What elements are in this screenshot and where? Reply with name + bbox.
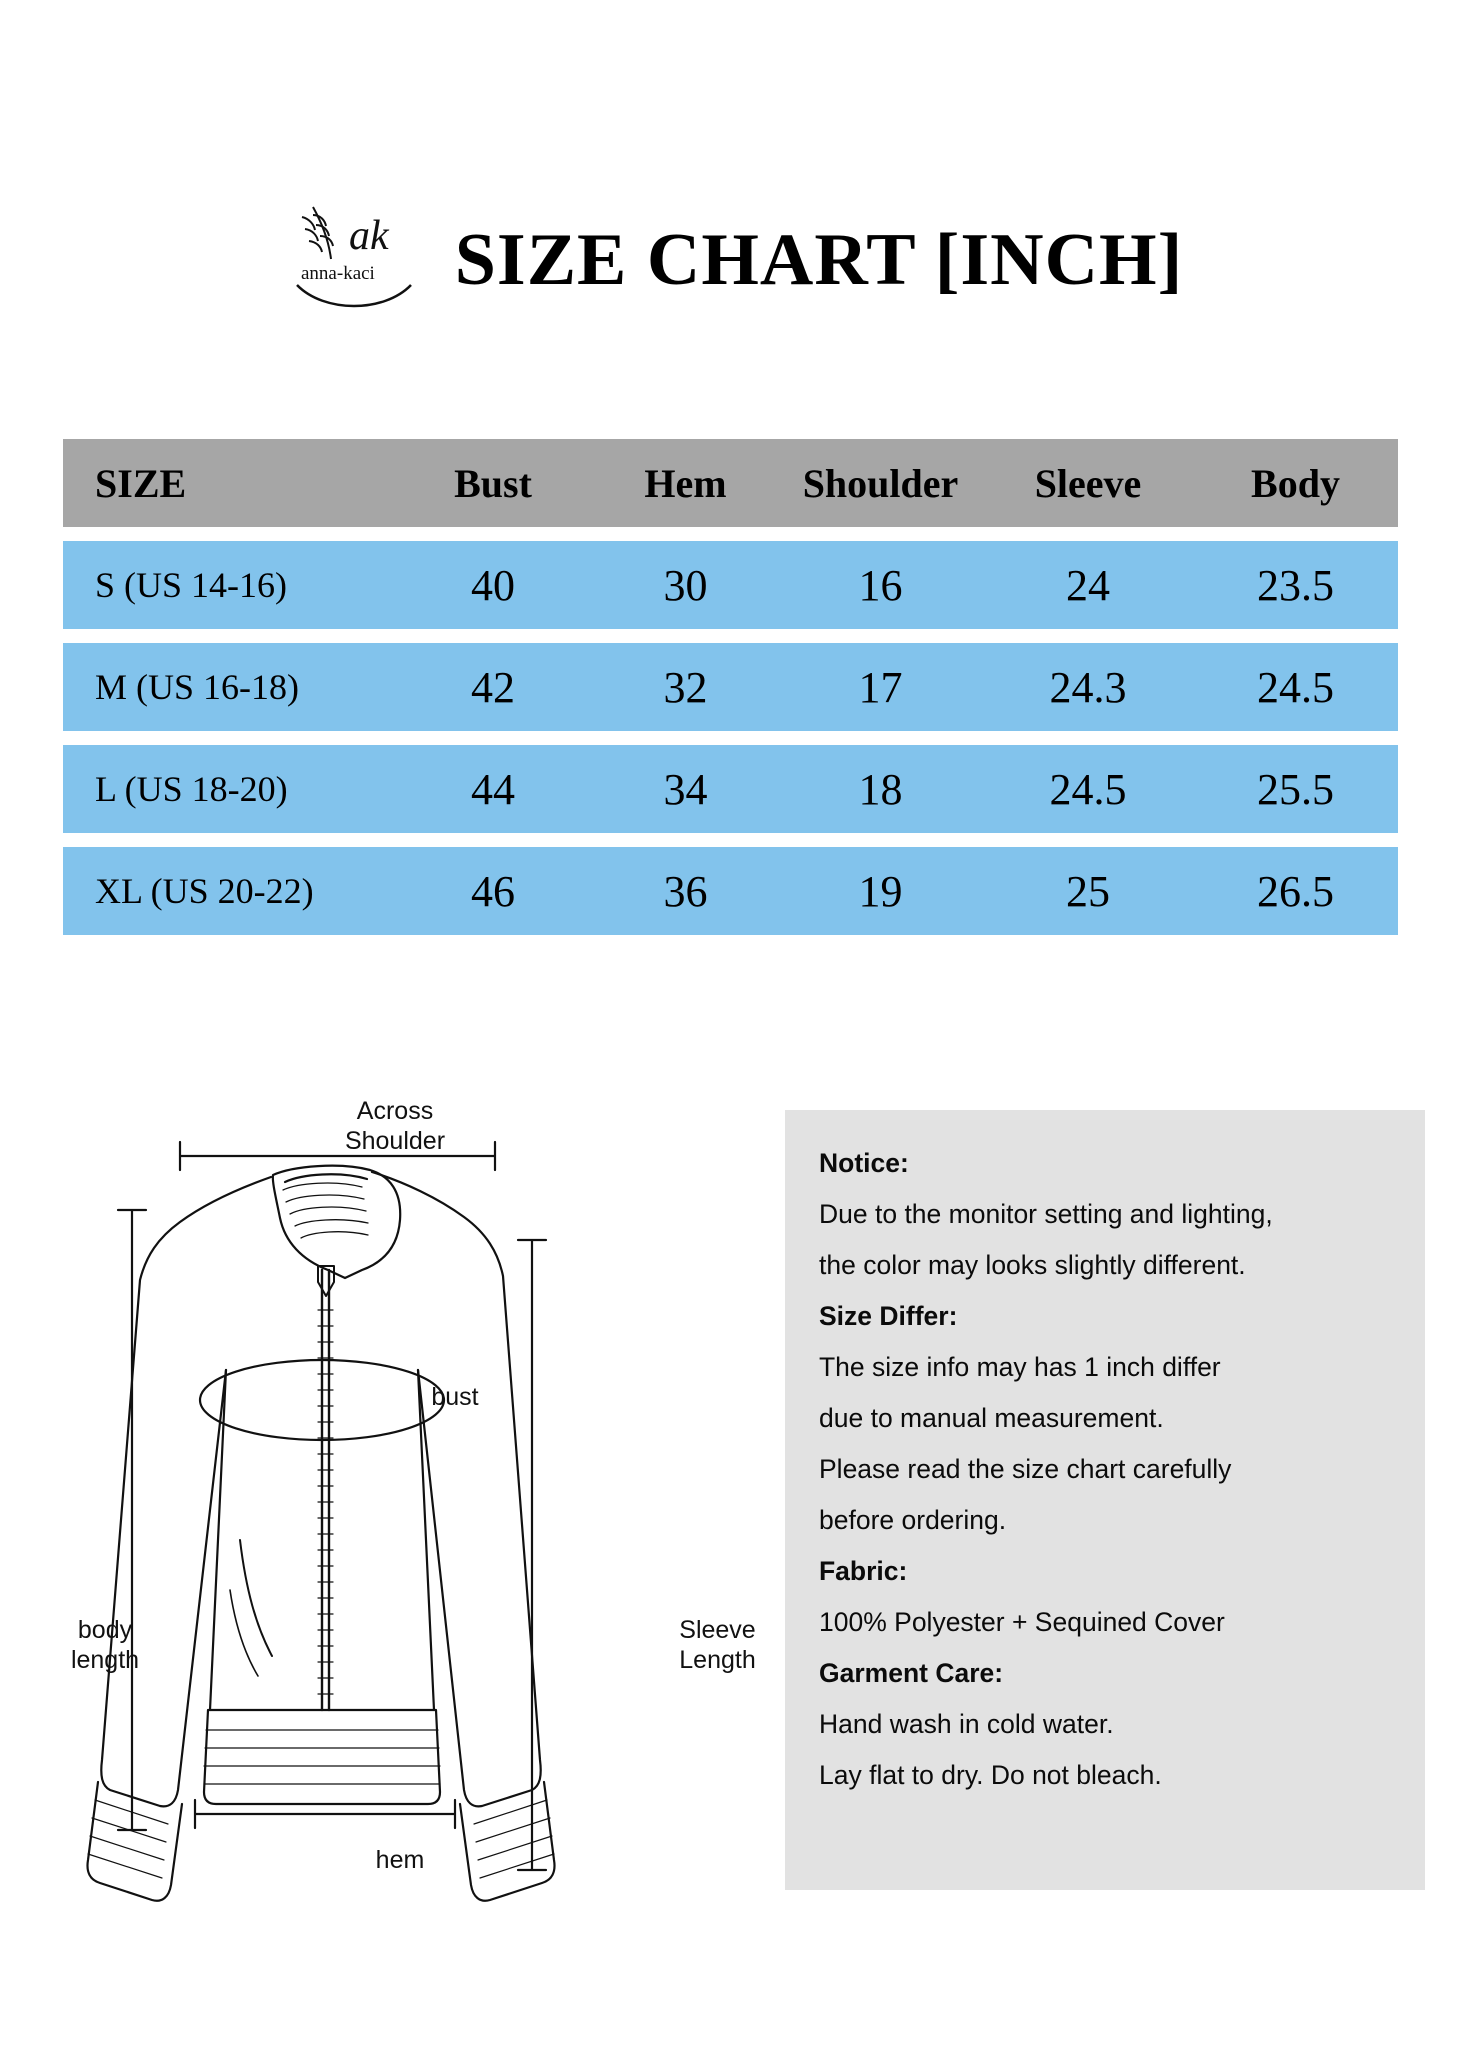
- cell-sleeve: 25: [983, 847, 1193, 935]
- notice-heading-notice: Notice:: [819, 1148, 909, 1178]
- notice-text-monitor: Due to the monitor setting and lighting,: [819, 1199, 1273, 1229]
- label-sleeve-length: [655, 1615, 780, 1675]
- cell-bust: 42: [393, 643, 593, 731]
- cell-body: 24.5: [1193, 643, 1398, 731]
- cell-bust: 46: [393, 847, 593, 935]
- notice-heading-garment-care: Garment Care:: [819, 1658, 1004, 1688]
- table-row: [63, 643, 1398, 731]
- cell-shoulder: 19: [778, 847, 983, 935]
- label-body-length-line1: body: [77, 1616, 133, 1644]
- cell-size: S (US 14-16): [63, 541, 393, 629]
- cell-bust: 44: [393, 745, 593, 833]
- label-body-length-line2: length: [70, 1646, 140, 1674]
- cell-bust: 40: [393, 541, 593, 629]
- label-across-shoulder: [295, 1096, 495, 1156]
- page-title: SIZE CHART [INCH]: [454, 219, 1184, 301]
- cell-sleeve: 24.5: [983, 745, 1193, 833]
- cell-shoulder: 17: [778, 643, 983, 731]
- notice-text-hand-wash: Hand wash in cold water.: [819, 1709, 1114, 1739]
- page-header: [0, 190, 1462, 330]
- notice-text-before-order: before ordering.: [819, 1505, 1007, 1535]
- notice-text-color: the color may looks slightly different.: [819, 1250, 1246, 1280]
- column-header-sleeve: Sleeve: [983, 439, 1193, 527]
- table-row: [63, 745, 1398, 833]
- label-bust: bust: [431, 1383, 479, 1411]
- cell-shoulder: 16: [778, 541, 983, 629]
- column-header-shoulder: Shoulder: [778, 439, 983, 527]
- cell-size: XL (US 20-22): [63, 847, 393, 935]
- table-header-row: [63, 439, 1398, 527]
- column-header-bust: Bust: [393, 439, 593, 527]
- column-header-size: SIZE: [63, 439, 393, 527]
- table-row: [63, 541, 1398, 629]
- notice-panel: [785, 1110, 1425, 1890]
- cell-hem: 32: [593, 643, 778, 731]
- column-header-hem: Hem: [593, 439, 778, 527]
- notice-text-read-chart: Please read the size chart carefully: [819, 1454, 1232, 1484]
- notice-text-fabric: 100% Polyester + Sequined Cover: [819, 1607, 1225, 1637]
- jacket-measurement-diagram: [40, 1070, 780, 1920]
- notice-heading-size-differ: Size Differ:: [819, 1301, 958, 1331]
- cell-body: 25.5: [1193, 745, 1398, 833]
- cell-shoulder: 18: [778, 745, 983, 833]
- table-row: [63, 847, 1398, 935]
- cell-size: M (US 16-18): [63, 643, 393, 731]
- label-body-length: [50, 1615, 160, 1675]
- column-header-body: Body: [1193, 439, 1398, 527]
- cell-body: 26.5: [1193, 847, 1398, 935]
- jacket-illustration-icon: [40, 1070, 780, 1920]
- label-across-shoulder-line1: Across: [356, 1097, 434, 1125]
- svg-text:ak: ak: [348, 213, 389, 259]
- label-hem: hem: [375, 1846, 425, 1874]
- label-sleeve-length-line1: Sleeve: [679, 1616, 756, 1644]
- notice-text-size-differ: The size info may has 1 inch differ: [819, 1352, 1221, 1382]
- notice-heading-fabric: Fabric:: [819, 1556, 908, 1586]
- cell-hem: 36: [593, 847, 778, 935]
- size-chart-table: [63, 425, 1398, 949]
- cell-body: 23.5: [1193, 541, 1398, 629]
- svg-text:anna-kaci: anna-kaci: [300, 263, 375, 284]
- label-sleeve-length-line2: Length: [679, 1646, 756, 1674]
- cell-sleeve: 24: [983, 541, 1193, 629]
- notice-text-lay-flat: Lay flat to dry. Do not bleach.: [819, 1760, 1162, 1790]
- notice-text-manual: due to manual measurement.: [819, 1403, 1164, 1433]
- cell-sleeve: 24.3: [983, 643, 1193, 731]
- label-across-shoulder-line2: Shoulder: [344, 1127, 446, 1155]
- cell-hem: 30: [593, 541, 778, 629]
- brand-logo: [279, 195, 429, 325]
- cell-hem: 34: [593, 745, 778, 833]
- cell-size: L (US 18-20): [63, 745, 393, 833]
